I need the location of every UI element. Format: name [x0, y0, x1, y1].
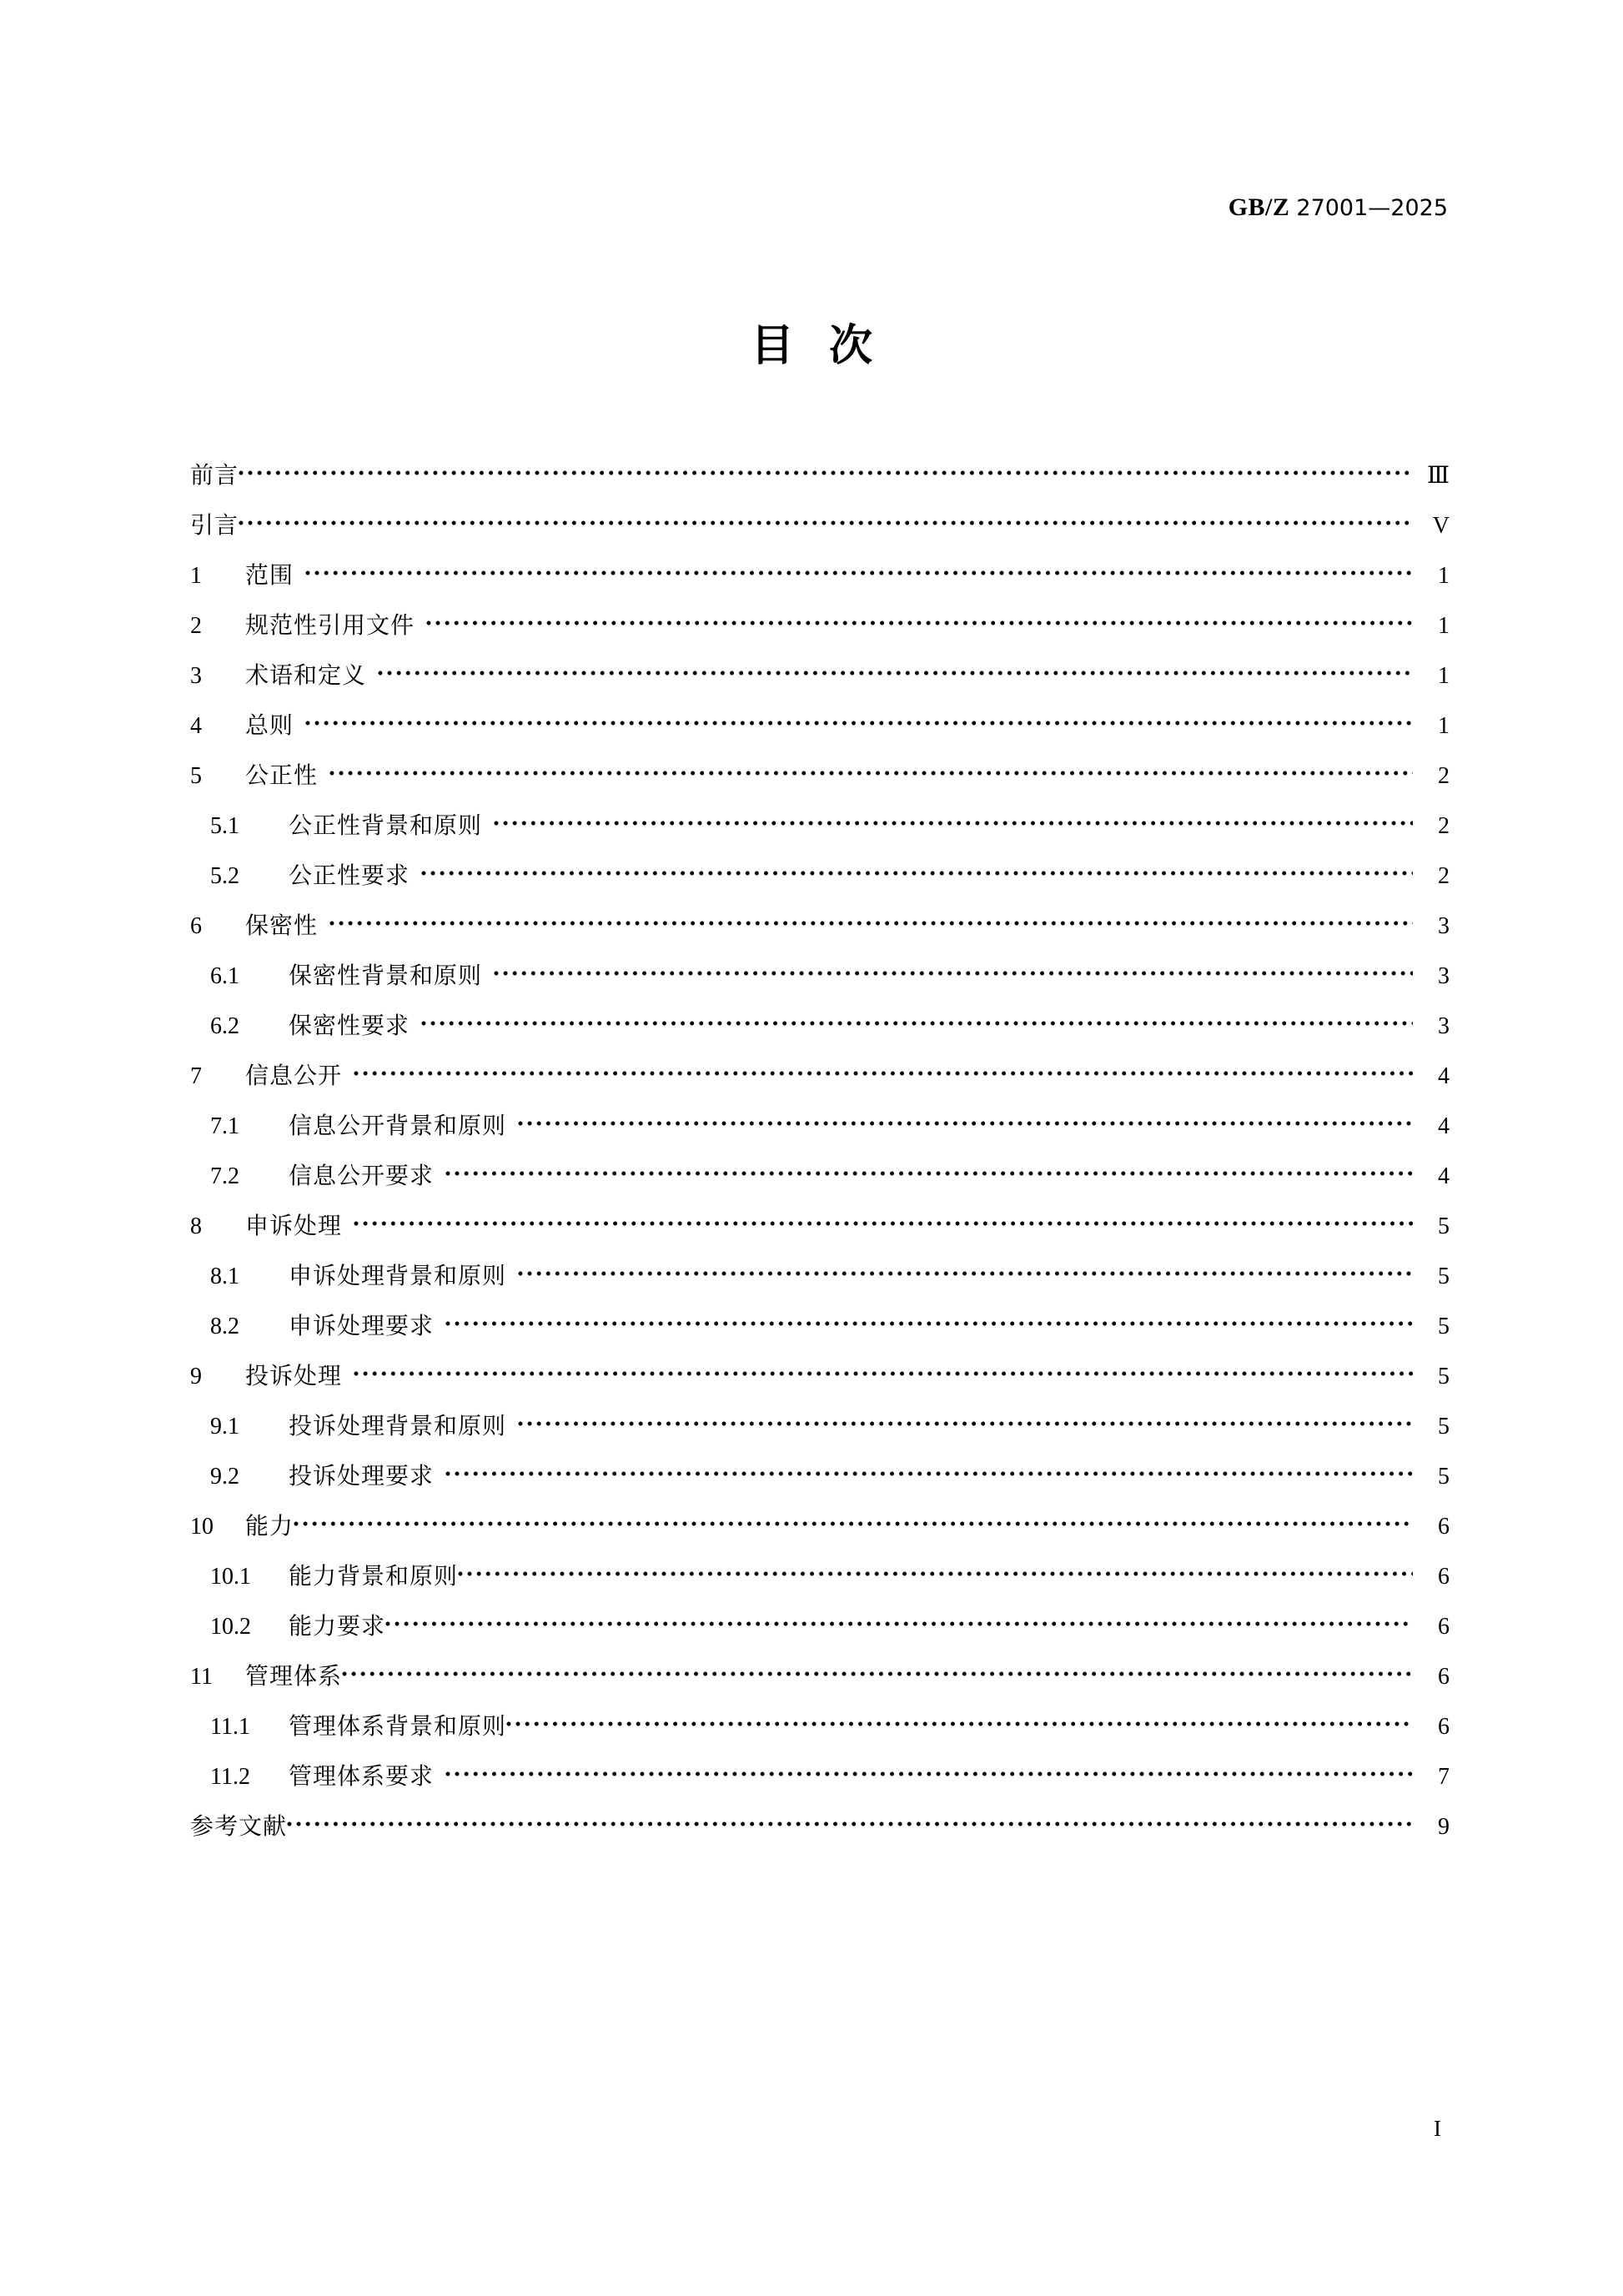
toc-entry-label: 管理体系: [245, 1662, 343, 1690]
toc-entry-page-number: 3: [1438, 963, 1450, 989]
toc-entry-label: 信息公开: [245, 1062, 343, 1089]
toc-entry[interactable]: [190, 607, 1450, 657]
toc-dot-leader: [426, 610, 1413, 633]
page-title: 目次: [750, 321, 907, 371]
toc-dot-leader: [506, 1711, 1413, 1734]
toc-entry-number: 6.1: [210, 963, 239, 989]
toc-dot-leader: [239, 460, 1413, 483]
toc-entry-page-number: 4: [1438, 1163, 1450, 1189]
toc-entry-label: 投诉处理要求: [289, 1462, 435, 1490]
toc-entry-page-number: 2: [1438, 763, 1450, 789]
standard-prefix: GB/Z: [1228, 193, 1290, 221]
toc-entry[interactable]: [190, 1358, 1450, 1408]
toc-entry-number: 7.2: [210, 1163, 239, 1189]
toc-entry-page-number: 6: [1438, 1514, 1450, 1540]
toc-entry-number: 8.1: [210, 1264, 239, 1289]
toc-entry-page-number: 1: [1438, 563, 1450, 589]
page-folio: I: [1434, 2116, 1441, 2141]
toc-entry-label: 申诉处理背景和原则: [289, 1262, 507, 1289]
toc-entry-page-number: V: [1432, 513, 1450, 539]
toc-entry-number: 4: [190, 713, 202, 739]
toc-entry[interactable]: [190, 657, 1450, 707]
toc-entry-page-number: 6: [1438, 1614, 1450, 1640]
toc-entry[interactable]: [190, 1758, 1450, 1808]
running-header: [1229, 193, 1448, 222]
toc-entry-page-number: 5: [1438, 1414, 1450, 1439]
toc-entry-number: 9.1: [210, 1414, 239, 1439]
toc-entry-label: 公正性要求: [289, 862, 410, 889]
toc-entry-page-number: 6: [1438, 1714, 1450, 1740]
toc-entry-label: 能力: [245, 1512, 294, 1540]
toc-entry-label: 术语和定义: [245, 661, 367, 689]
toc-entry-label: 信息公开背景和原则: [289, 1112, 507, 1139]
toc-dot-leader: [329, 760, 1413, 783]
toc-entry-number: 7: [190, 1063, 202, 1089]
toc-entry-page-number: 2: [1438, 813, 1450, 839]
toc-entry[interactable]: [190, 1058, 1450, 1108]
toc-entry-page-number: 5: [1438, 1464, 1450, 1490]
toc-dot-leader: [354, 1360, 1413, 1384]
toc-entry-label: 能力背景和原则: [289, 1562, 459, 1590]
toc-entry-page-number: 4: [1438, 1113, 1450, 1139]
toc-entry[interactable]: [190, 1608, 1450, 1658]
toc-entry-page-number: 3: [1438, 913, 1450, 939]
toc-dot-leader: [305, 560, 1413, 583]
toc-entry-label: 范围: [245, 561, 294, 589]
toc-dot-leader: [378, 660, 1413, 683]
toc-entry-number: 6.2: [210, 1013, 239, 1039]
toc-entry[interactable]: [190, 1007, 1450, 1058]
toc-entry[interactable]: [190, 1508, 1450, 1558]
toc-entry-page-number: 1: [1438, 663, 1450, 689]
toc-entry-label: 管理体系要求: [289, 1762, 435, 1790]
toc-entry-number: 11: [190, 1664, 213, 1690]
toc-entry[interactable]: [190, 907, 1450, 957]
toc-entry-label: 投诉处理: [245, 1362, 343, 1389]
toc-dot-leader: [518, 1260, 1413, 1284]
toc-entry[interactable]: [190, 1708, 1450, 1758]
toc-entry[interactable]: [190, 857, 1450, 907]
toc-entry-number: 10.2: [210, 1614, 251, 1640]
toc-dot-leader: [518, 1410, 1413, 1434]
toc-dot-leader: [342, 1660, 1413, 1684]
toc-entry-number: 8: [190, 1213, 202, 1239]
toc-dot-leader: [329, 910, 1413, 933]
toc-dot-leader: [445, 1160, 1413, 1183]
toc-entry-page-number: 9: [1438, 1814, 1450, 1840]
toc-entry-number: 10: [190, 1514, 214, 1540]
toc-entry-label: 总则: [245, 711, 294, 739]
toc-entry-label: 规范性引用文件: [245, 611, 415, 639]
toc-entry[interactable]: [190, 1458, 1450, 1508]
toc-dot-leader: [385, 1610, 1413, 1634]
table-of-contents: [190, 457, 1450, 1858]
toc-entry-page-number: 5: [1438, 1213, 1450, 1239]
toc-entry-label: 保密性: [245, 912, 319, 939]
toc-entry-page-number: 4: [1438, 1063, 1450, 1089]
toc-entry-page-number: 2: [1438, 863, 1450, 889]
toc-dot-leader: [354, 1060, 1413, 1083]
toc-entry-page-number: 1: [1438, 613, 1450, 639]
toc-entry-label: 申诉处理要求: [289, 1312, 435, 1339]
toc-entry-label: 公正性: [245, 761, 319, 789]
toc-dot-leader: [354, 1210, 1413, 1233]
toc-entry-page-number: 1: [1438, 713, 1450, 739]
toc-entry-number: 5: [190, 763, 202, 789]
toc-dot-leader: [518, 1110, 1413, 1133]
toc-entry[interactable]: [190, 1558, 1450, 1608]
toc-entry-number: 5.2: [210, 863, 239, 889]
toc-dot-leader: [239, 510, 1413, 533]
toc-entry-number: 3: [190, 663, 202, 689]
toc-entry-number: 5.1: [210, 813, 239, 839]
toc-entry[interactable]: [190, 1808, 1450, 1858]
toc-entry-number: 11.1: [210, 1714, 250, 1740]
toc-entry[interactable]: [190, 1408, 1450, 1458]
toc-entry-number: 9.2: [210, 1464, 239, 1490]
toc-entry[interactable]: [190, 1258, 1450, 1308]
toc-entry-page-number: 6: [1438, 1564, 1450, 1590]
toc-entry[interactable]: [190, 957, 1450, 1007]
toc-dot-leader: [445, 1310, 1413, 1334]
toc-entry-label: 申诉处理: [245, 1212, 343, 1239]
standard-number: 27001—2025: [1296, 195, 1448, 221]
toc-entry-number: 2: [190, 613, 202, 639]
toc-entry[interactable]: [190, 1308, 1450, 1358]
toc-entry-label: 管理体系背景和原则: [289, 1712, 507, 1740]
toc-dot-leader: [458, 1560, 1413, 1584]
toc-entry-label: 前言: [190, 461, 239, 489]
toc-dot-leader: [287, 1811, 1413, 1834]
toc-entry-label: 参考文献: [190, 1812, 288, 1840]
toc-entry-number: 9: [190, 1364, 202, 1389]
toc-entry[interactable]: [190, 557, 1450, 607]
toc-entry[interactable]: [190, 1658, 1450, 1708]
toc-entry-label: 保密性要求: [289, 1012, 410, 1039]
toc-entry-label: 投诉处理背景和原则: [289, 1412, 507, 1439]
toc-entry[interactable]: [190, 1158, 1450, 1208]
toc-dot-leader: [494, 960, 1413, 983]
toc-entry-page-number: 3: [1438, 1013, 1450, 1039]
toc-entry-page-number: 7: [1438, 1764, 1450, 1790]
toc-entry-label: 引言: [190, 511, 239, 539]
toc-dot-leader: [421, 860, 1413, 883]
toc-entry-number: 1: [190, 563, 202, 589]
toc-dot-leader: [445, 1460, 1413, 1484]
toc-entry-number: 8.2: [210, 1314, 239, 1339]
toc-dot-leader: [294, 1510, 1413, 1534]
toc-entry-page-number: Ⅲ: [1426, 463, 1450, 489]
toc-entry-page-number: 5: [1438, 1314, 1450, 1339]
toc-entry[interactable]: [190, 807, 1450, 857]
toc-entry[interactable]: [190, 507, 1450, 557]
toc-dot-leader: [445, 1761, 1413, 1784]
toc-entry-number: 6: [190, 913, 202, 939]
toc-entry[interactable]: [190, 757, 1450, 807]
toc-dot-leader: [421, 1010, 1413, 1033]
toc-entry-label: 保密性背景和原则: [289, 962, 483, 989]
toc-dot-leader: [494, 810, 1413, 833]
toc-entry-label: 公正性背景和原则: [289, 811, 483, 839]
toc-entry[interactable]: [190, 1208, 1450, 1258]
toc-entry[interactable]: [190, 457, 1450, 507]
toc-dot-leader: [305, 710, 1413, 733]
toc-entry-page-number: 5: [1438, 1364, 1450, 1389]
toc-entry-page-number: 6: [1438, 1664, 1450, 1690]
toc-entry-number: 7.1: [210, 1113, 239, 1139]
toc-entry[interactable]: [190, 707, 1450, 757]
toc-entry-number: 11.2: [210, 1764, 250, 1790]
toc-entry[interactable]: [190, 1108, 1450, 1158]
toc-entry-label: 信息公开要求: [289, 1162, 435, 1189]
toc-entry-number: 10.1: [210, 1564, 251, 1590]
toc-entry-page-number: 5: [1438, 1264, 1450, 1289]
toc-entry-label: 能力要求: [289, 1612, 386, 1640]
